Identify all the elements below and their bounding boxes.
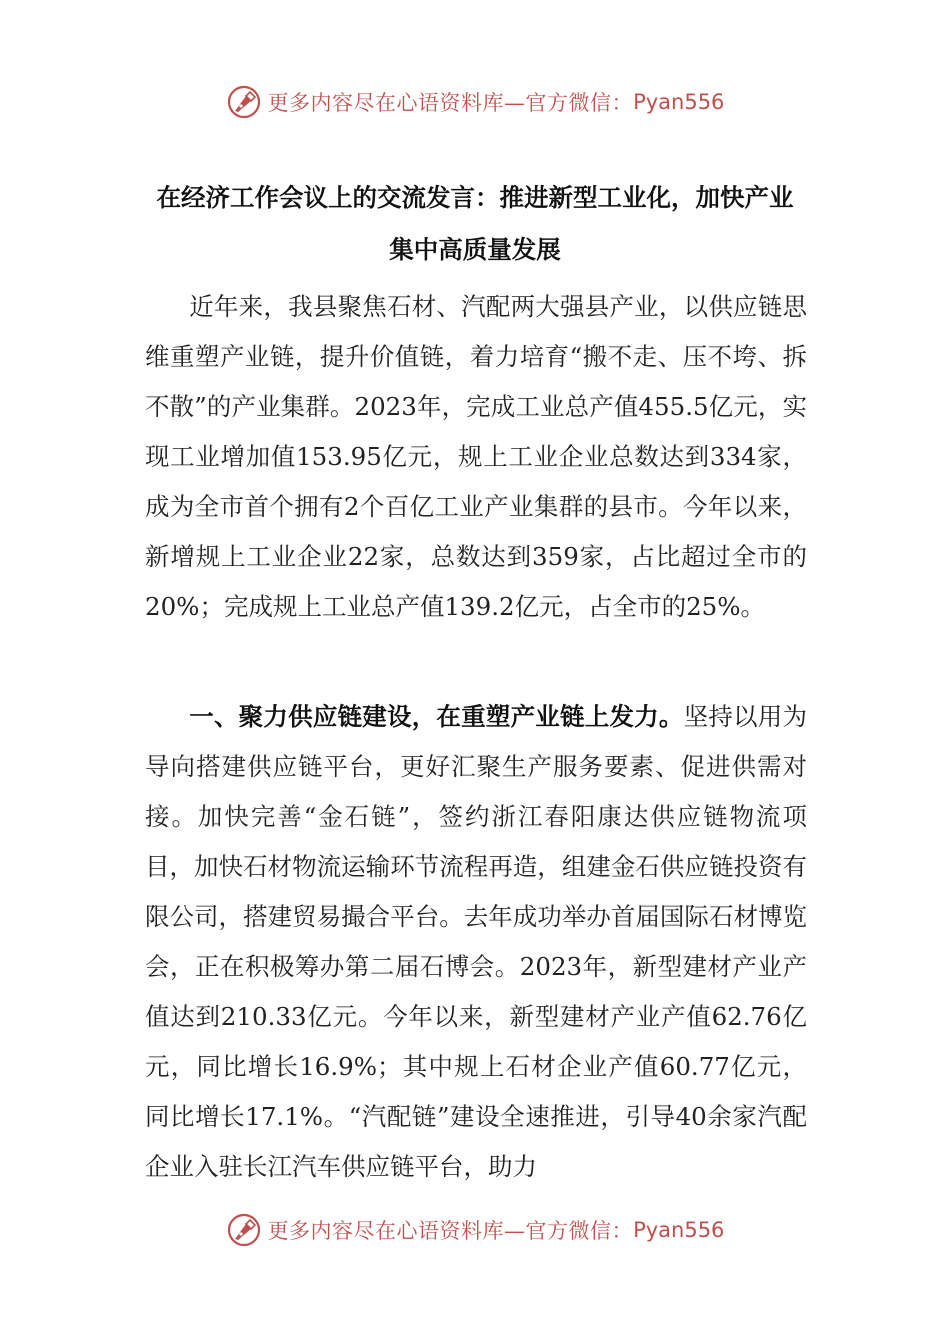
watermark-text: 更多内容尽在心语资料库—官方微信： [267,91,634,115]
paragraph-intro [145,282,807,632]
watermark-wechat-id: Pyan556 [633,90,725,114]
watermark-text: 更多内容尽在心语资料库—官方微信： [267,1219,634,1243]
watermark-footer [0,1208,950,1252]
section-1-body: 坚持以用为导向搭建供应链平台，更好汇聚生产服务要素、促进供需对接。加快完善“金石链”，签约浙江春阳康达供应链物流项目，加快石材物流运输环节流程再造，组建金石供应链投资有限公司，搭建贸易撮合平台。去年成功举办首届国际石材博览会，正在积极筹办第二届石博会。2023年，新型建材产业产值达到210.33亿元。今年以来，新型建材产业产值62.76亿元，同比增长16.9%；其中规上石材企业产值60.77亿元，同比增长17.1%。“汽配链”建设全速推进，引导40余家汽配企业入驻长江汽车供应链平台，助力 [145,702,808,1181]
pen-nib-icon [226,84,262,120]
pen-nib-icon [226,1212,262,1248]
watermark-header [0,80,950,124]
document-title: 在经济工作会议上的交流发言：推进新型工业化，加快产业集中高质量发展 [156,183,794,264]
section-1-heading: 一、聚力供应链建设，在重塑产业链上发力。 [189,702,684,731]
paragraph-intro-text: 近年来，我县聚焦石材、汽配两大强县产业，以供应链思维重塑产业链，提升价值链，着力培育“搬不走、压不垮、拆不散”的产业集群。2023年，完成工业总产值455.5亿元，实现工业增加值153.95亿元，规上工业企业总数达到334家，成为全市首个拥有2个百亿工业产业集群的县市。今年以来，新增规上工业企业22家，总数达到359家，占比超过全市的20%；完成规上工业总产值139.2亿元，占全市的25%。 [145,292,807,621]
paragraph-section-1 [145,692,807,1192]
watermark-wechat-id: Pyan556 [633,1218,725,1242]
